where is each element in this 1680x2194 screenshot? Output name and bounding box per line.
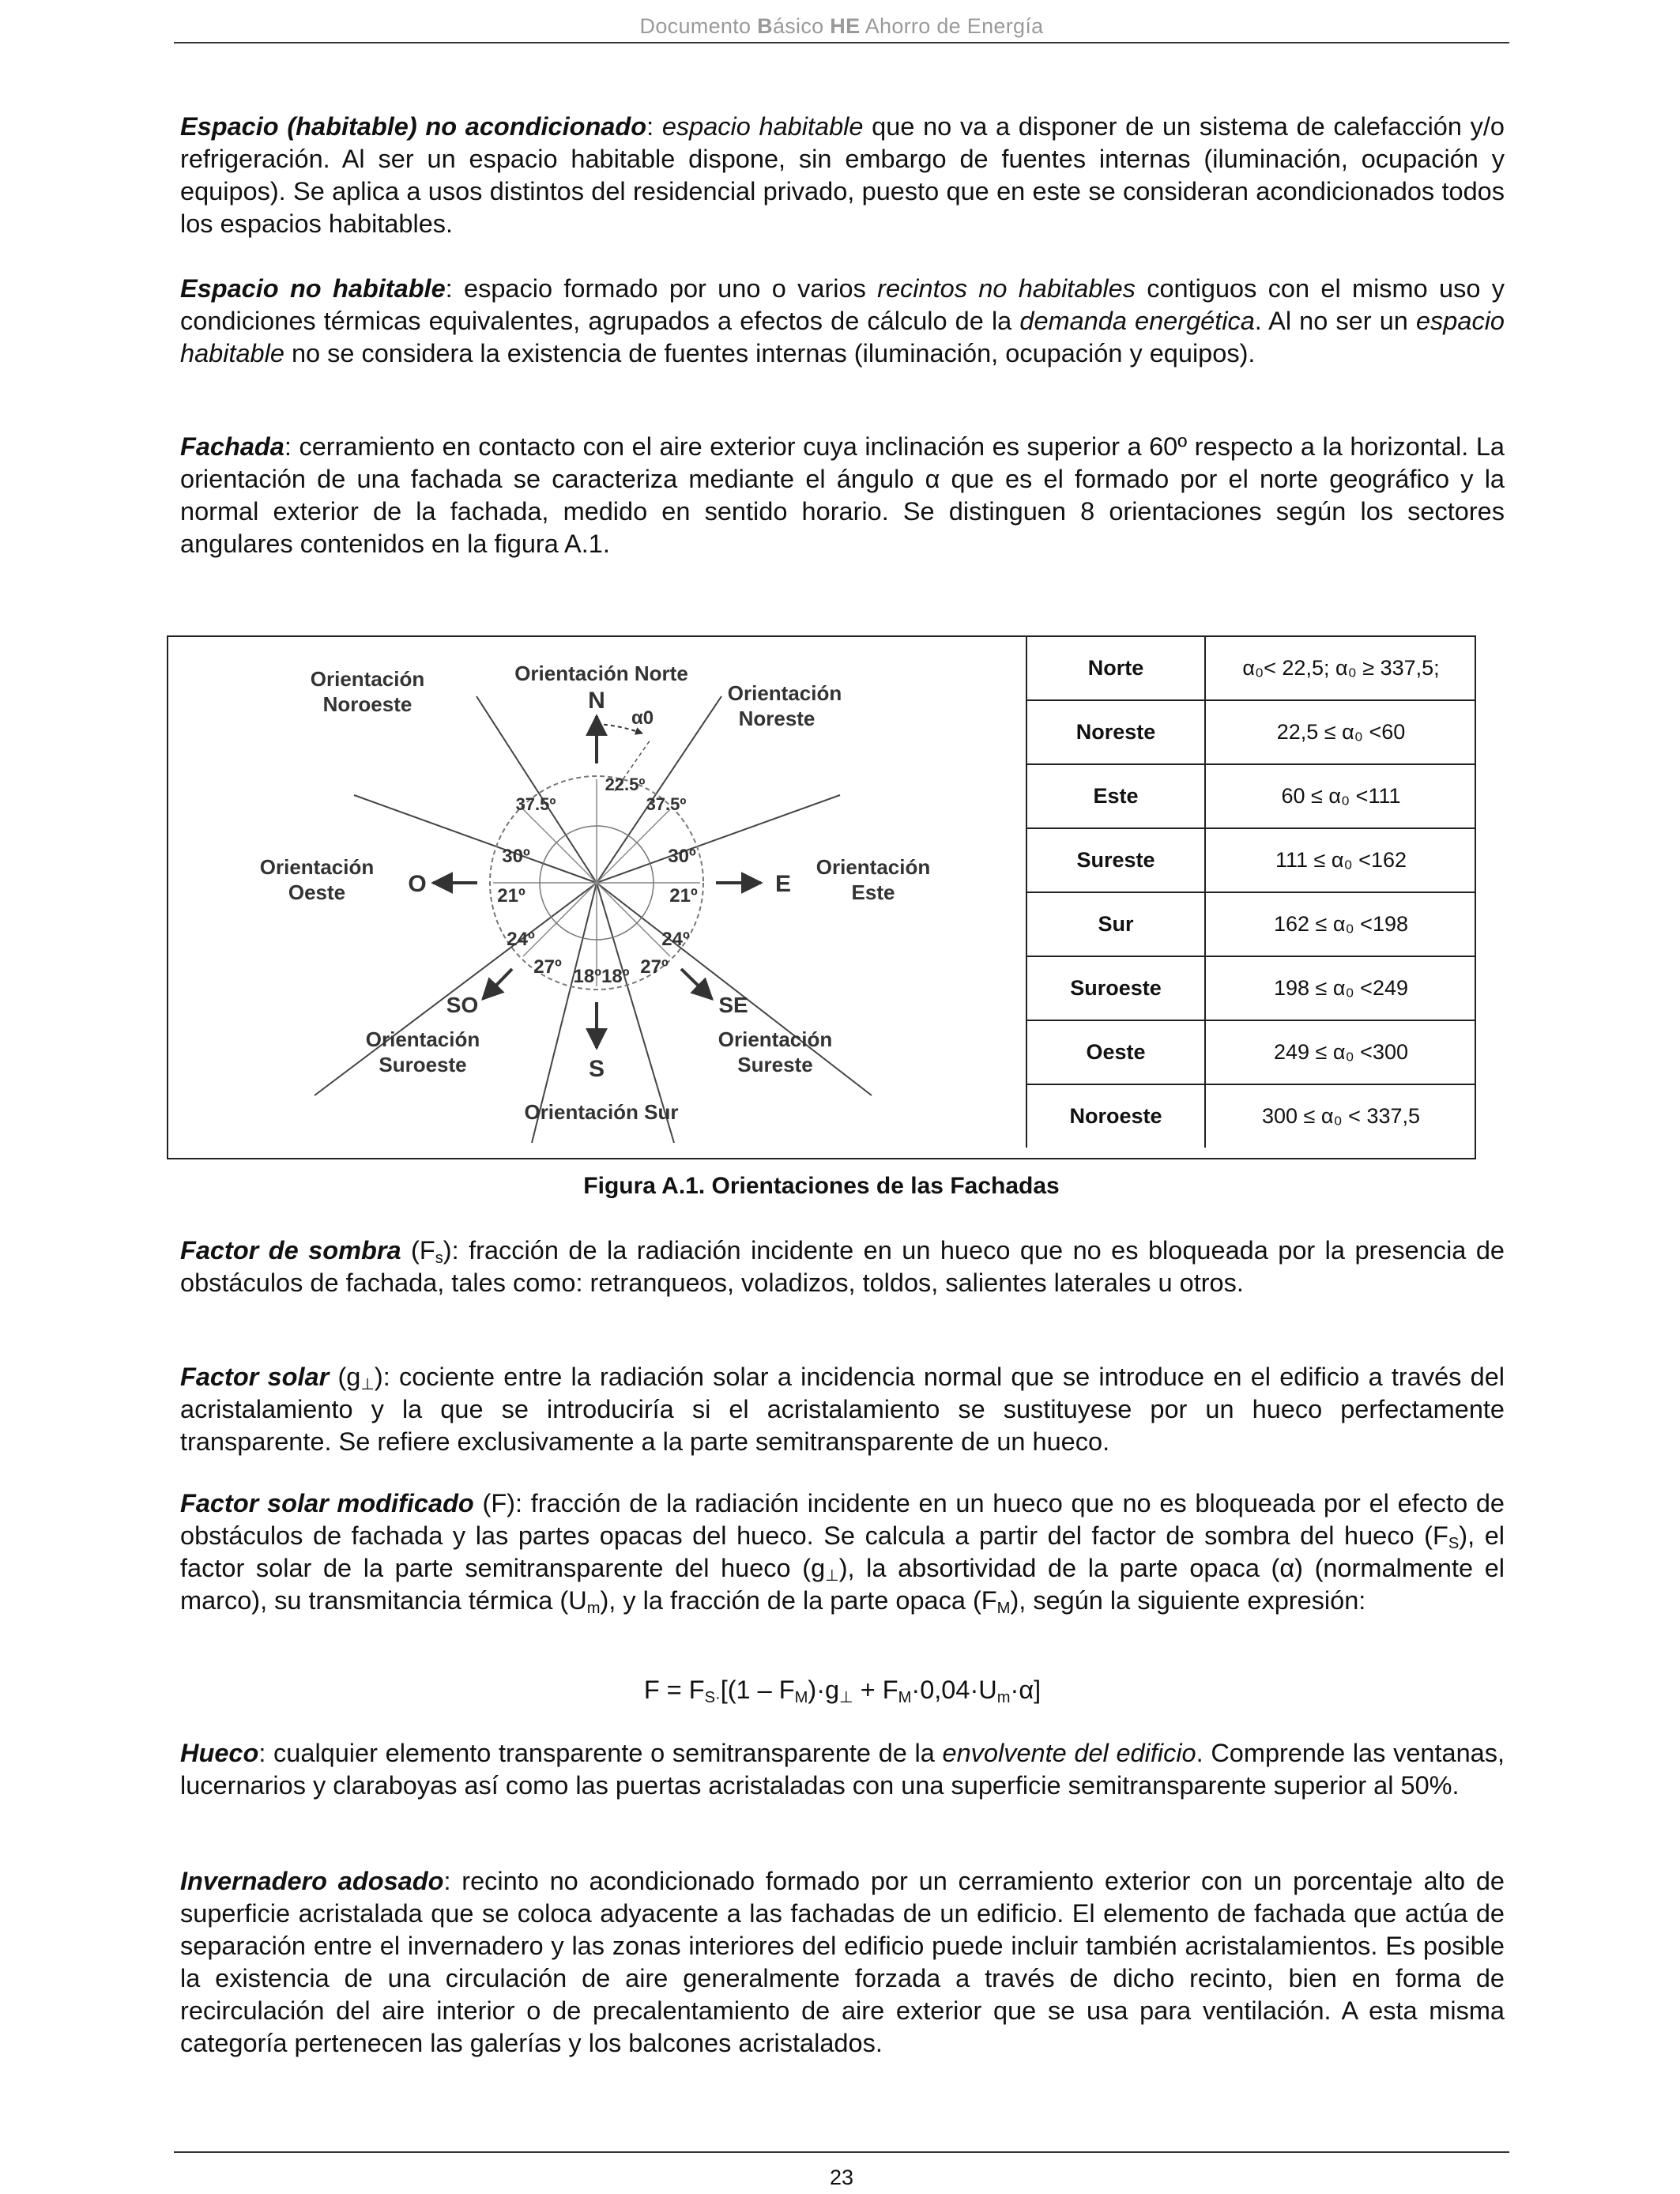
term: Espacio no habitable: [180, 274, 446, 303]
subscript: M: [794, 1689, 808, 1707]
orientation-range: 22,5 ≤ α₀ <60: [1205, 700, 1476, 764]
orientation-name: Noroeste: [1026, 1084, 1205, 1148]
angle-21-left: 21º: [497, 885, 525, 907]
subscript: m: [586, 1600, 601, 1618]
header-rule: [174, 42, 1509, 43]
orientation-row: [1026, 637, 1476, 700]
label-orientacion-este-1: Orientación: [816, 855, 931, 879]
subscript: S·: [704, 1689, 721, 1707]
label-orientacion-norte: Orientación Norte: [514, 662, 688, 685]
term: Espacio (habitable) no acondicionado: [180, 112, 647, 141]
label-orientacion-oeste-2: Oeste: [288, 880, 346, 904]
label-o: O: [408, 871, 427, 897]
orientation-range: 162 ≤ α₀ <198: [1205, 892, 1476, 956]
figure-caption: Figura A.1. Orientaciones de las Fachadas: [583, 1173, 1060, 1199]
label-orientacion-este-2: Este: [851, 880, 895, 904]
angle-24-right: 24º: [661, 929, 690, 950]
term: Factor solar modificado: [180, 1489, 474, 1517]
definition-factor-solar-modificado: [180, 1487, 1505, 1617]
formula-text: ·α]: [1010, 1676, 1042, 1704]
orientation-range: 198 ≤ α₀ <249: [1205, 956, 1476, 1020]
text: ), según la siguiente expresión:: [1010, 1586, 1366, 1615]
angle-30-left: 30º: [502, 846, 530, 867]
subscript: s: [435, 1250, 443, 1268]
term: Invernadero adosado: [180, 1867, 444, 1895]
label-orientacion-suroeste-1: Orientación: [365, 1027, 480, 1051]
text: : cerramiento en contacto con el aire exterior cuya inclinación es superior a 60º respecto a la horizontal. La orientación de una fachada se caracteriza mediante el ángulo α que es el formado por el norte geográfico y la normal exterior de la fachada, medido en sentido horario. Se distinguen 8 orientaciones según los sectores angulares contenidos en la figura A.1.: [180, 432, 1505, 558]
label-alpha0: α0: [631, 707, 654, 729]
text: . Al no ser un: [1254, 307, 1416, 335]
orientation-name: Norte: [1026, 637, 1205, 700]
angle-27-right: 27º: [640, 956, 669, 978]
orientation-name: Este: [1026, 764, 1205, 828]
angle-22-5: 22.5º: [605, 775, 646, 794]
angle-24-left: 24º: [507, 929, 535, 950]
running-header: [174, 14, 1509, 39]
header-text-5: Ahorro de Energía: [860, 14, 1044, 38]
label-s: S: [588, 1056, 605, 1082]
text: : espacio formado por uno o varios: [445, 274, 878, 303]
text: (g: [329, 1363, 361, 1391]
subscript: m: [996, 1689, 1011, 1707]
text: (F: [401, 1236, 435, 1265]
orientation-name: Sur: [1026, 892, 1205, 956]
italic-term: demanda energética: [1019, 307, 1255, 335]
text: ): fracción de la radiación incidente en un hueco que no es bloqueada por la presencia de obstáculos de fachada, tales como: retranqueos, voladizos, toldos, salientes laterales u otros.: [180, 1236, 1505, 1297]
formula-text: ·0,04·U: [911, 1676, 997, 1704]
text: que no va a disponer de un sistema de calefacción y/o refrigeración. Al ser un espacio habitable dispone, sin embargo de fuentes internas (iluminación, ocupación y equipos). Se aplica a usos distintos del residencial privado, puesto que en este se consideran acondicionados todos los espacios habitables.: [180, 112, 1505, 238]
orientation-row: [1026, 1084, 1476, 1148]
label-orientacion-sureste-1: Orientación: [718, 1027, 833, 1051]
italic-term: espacio habitable: [661, 112, 864, 141]
subscript: ⊥: [839, 1689, 853, 1707]
subscript: ⊥: [825, 1567, 839, 1585]
term: Fachada: [180, 432, 284, 461]
definition-factor-de-sombra: [180, 1235, 1505, 1299]
label-so: SO: [446, 993, 479, 1017]
text: : cualquier elemento transparente o semitransparente de la: [258, 1739, 943, 1767]
orientation-row: [1026, 700, 1476, 764]
italic-term: recintos no habitables: [877, 274, 1136, 303]
orientation-name: Sureste: [1026, 828, 1205, 892]
angle-21-right: 21º: [669, 885, 698, 907]
header-text-3: ásico: [772, 14, 831, 38]
formula-text: )·g: [808, 1676, 840, 1704]
italic-term: espacio habitable: [180, 307, 1505, 368]
orientation-compass-diagram: [168, 637, 1026, 1158]
text: : recinto no acondicionado formado por un cerramiento exterior con un porcentaje alto de superficie acristalada que se coloca adyacente a las fachadas de un edificio. El elemento de fachada que actúa de separación entre el invernadero y las zonas interiores del edificio puede incluir también acristalamientos. Es posible la existencia de una circulación de aire generalmente forzada a través de dicho recinto, bien en forma de recirculación del aire interior o de precalentamiento de aire exterior que se usa para ventilación. A esta misma categoría pertenecen las galerías y los balcones acristalados.: [180, 1867, 1505, 2057]
label-se: SE: [718, 993, 748, 1017]
label-orientacion-noroeste-1: Orientación: [310, 667, 425, 691]
text: :: [646, 112, 662, 141]
text: no se considera la existencia de fuentes internas (iluminación, ocupación y equipos).: [284, 339, 1256, 368]
orientation-range: 60 ≤ α₀ <111: [1205, 764, 1476, 828]
text: ), la absortividad de la parte opaca (α) (normalmente el marco), su transmitancia térmica (U: [180, 1554, 1505, 1615]
orientation-range: 300 ≤ α₀ < 337,5: [1205, 1084, 1476, 1148]
definition-hueco: [180, 1737, 1505, 1802]
label-orientacion-noroeste-2: Noroeste: [322, 692, 412, 716]
orientation-name: Oeste: [1026, 1020, 1205, 1084]
term: Factor solar: [180, 1363, 330, 1391]
label-orientacion-oeste-1: Orientación: [259, 855, 375, 879]
subscript: M: [898, 1689, 912, 1707]
angle-27-left: 27º: [533, 956, 562, 978]
header-text-2: B: [757, 14, 773, 38]
label-e: E: [774, 871, 792, 897]
label-orientacion-sur: Orientación Sur: [524, 1100, 679, 1124]
angle-37-5-right: 37.5º: [646, 794, 687, 814]
page-number: 23: [829, 2166, 854, 2189]
orientation-row: [1026, 892, 1476, 956]
italic-term: envolvente del edificio: [942, 1739, 1196, 1767]
subscript: M: [996, 1600, 1011, 1618]
subscript: ⊥: [360, 1376, 375, 1394]
orientation-range: α₀< 22,5; α₀ ≥ 337,5;: [1205, 637, 1476, 700]
formula-text: + F: [853, 1676, 898, 1704]
definition-factor-solar: [180, 1361, 1505, 1458]
text: ), el factor solar de la parte semitransparente del hueco (g: [180, 1521, 1505, 1582]
definition-fachada: [180, 431, 1505, 560]
definition-espacio-no-habitable: [180, 273, 1505, 370]
subscript: S: [1448, 1535, 1460, 1553]
header-text-1: Documento: [639, 14, 758, 38]
formula-text: [(1 – F: [720, 1676, 795, 1704]
text: . Comprende las ventanas, lucernarios y claraboyas así como las puertas acristaladas con una superficie semitransparente superior al 50%.: [180, 1739, 1505, 1800]
formula-factor-solar-modificado: [180, 1674, 1505, 1706]
label-orientacion-suroeste-2: Suroeste: [379, 1053, 467, 1076]
angle-18-18: 18º18º: [573, 966, 630, 987]
header-text-4: HE: [830, 14, 861, 38]
text: (F): fracción de la radiación incidente en un hueco que no es bloqueada por el efecto de obstáculos de fachada y las partes opacas del hueco. Se calcula a partir del factor de sombra del hueco (F: [180, 1489, 1505, 1550]
angle-37-5-left: 37.5º: [515, 794, 556, 814]
formula-text: F = F: [643, 1676, 705, 1704]
definition-espacio-no-acondicionado: [180, 111, 1505, 240]
orientation-name: Noreste: [1026, 700, 1205, 764]
label-orientacion-noreste-2: Noreste: [738, 707, 816, 730]
orientation-row: [1026, 764, 1476, 828]
label-orientacion-noreste-1: Orientación: [727, 681, 842, 705]
label-n: N: [588, 688, 605, 714]
term: Hueco: [180, 1739, 259, 1767]
orientation-range: 111 ≤ α₀ <162: [1205, 828, 1476, 892]
text: ): cociente entre la radiación solar a incidencia normal que se introduce en el edificio a través del acristalamiento y la que se introduciría si el acristalamiento se sustituyese por un hueco perfectamente transparente. Se refiere exclusivamente a la parte semitransparente de un hueco.: [180, 1363, 1505, 1456]
term: Factor de sombra: [180, 1236, 401, 1265]
text: ), y la fracción de la parte opaca (F: [600, 1586, 997, 1615]
orientation-row: [1026, 828, 1476, 892]
footer-rule: [174, 2151, 1509, 2153]
text: contiguos con el mismo uso y condiciones térmicas equivalentes, agrupados a efectos de cálculo de la: [180, 274, 1505, 335]
definition-invernadero-adosado: [180, 1865, 1505, 2060]
orientation-range: 249 ≤ α₀ <300: [1205, 1020, 1476, 1084]
orientation-row: [1026, 956, 1476, 1020]
orientation-table: [1026, 637, 1476, 1148]
label-orientacion-sureste-2: Sureste: [737, 1053, 813, 1076]
figure-a1: [167, 635, 1476, 1159]
orientation-row: [1026, 1020, 1476, 1084]
angle-30-right: 30º: [668, 846, 696, 867]
orientation-name: Suroeste: [1026, 956, 1205, 1020]
